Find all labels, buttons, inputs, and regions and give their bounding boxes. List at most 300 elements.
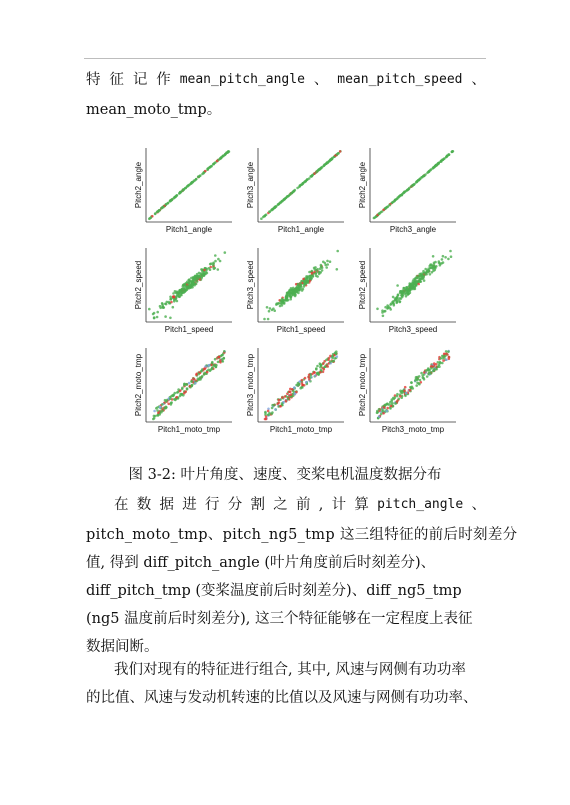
scatter-point bbox=[427, 271, 430, 274]
scatter-point bbox=[189, 284, 192, 287]
scatter-point bbox=[383, 406, 386, 409]
scatter-point bbox=[168, 302, 171, 305]
scatter-matrix-figure bbox=[130, 140, 470, 450]
scatter-point bbox=[399, 395, 402, 398]
scatter-point bbox=[440, 160, 443, 163]
scatter-point bbox=[292, 291, 295, 294]
scatter-point bbox=[435, 368, 438, 371]
scatter-point bbox=[196, 280, 199, 283]
scatter-point bbox=[442, 261, 445, 264]
scatter-point bbox=[406, 287, 409, 290]
scatter-point bbox=[398, 301, 401, 304]
scatter-point bbox=[199, 273, 202, 276]
scatter-point bbox=[430, 372, 433, 375]
scatter-point bbox=[314, 272, 317, 275]
scatter-point bbox=[381, 408, 384, 411]
scatter-point bbox=[439, 357, 442, 360]
paragraph1-word: 分 bbox=[227, 497, 243, 513]
scatter-point bbox=[439, 361, 442, 364]
scatter-point bbox=[172, 394, 175, 397]
scatter-point bbox=[412, 283, 415, 286]
scatter-point bbox=[334, 352, 337, 355]
scatter-point bbox=[178, 192, 181, 195]
scatter-point bbox=[415, 276, 418, 279]
scatter-point bbox=[181, 393, 184, 396]
scatter-point bbox=[391, 201, 394, 204]
scatter-point bbox=[406, 189, 409, 192]
scatter-point bbox=[287, 398, 290, 401]
scatter-point bbox=[403, 291, 406, 294]
scatter-point bbox=[278, 401, 281, 404]
scatter-point bbox=[441, 258, 444, 261]
scatter-point bbox=[325, 359, 328, 362]
scatter-point bbox=[217, 258, 220, 261]
scatter-point bbox=[285, 400, 288, 403]
scatter-point bbox=[316, 372, 319, 375]
scatter-panel bbox=[134, 348, 232, 434]
scatter-point bbox=[418, 382, 421, 385]
scatter-point bbox=[190, 384, 193, 387]
scatter-point bbox=[451, 151, 454, 154]
scatter-point bbox=[426, 375, 429, 378]
scatter-point bbox=[158, 209, 161, 212]
scatter-point bbox=[299, 184, 302, 187]
scatter-point bbox=[206, 371, 209, 374]
scatter-point bbox=[427, 368, 430, 371]
paragraph2-line-1: 我们对现有的特征进行组合, 其中, 风速与网侧有功功率 bbox=[114, 662, 466, 678]
scatter-point bbox=[378, 415, 381, 418]
scatter-point bbox=[318, 168, 321, 171]
scatter-point bbox=[396, 395, 399, 398]
scatter-point bbox=[331, 360, 334, 363]
scatter-point bbox=[311, 272, 314, 275]
scatter-point bbox=[318, 271, 321, 274]
scatter-point bbox=[217, 268, 220, 271]
scatter-point bbox=[161, 302, 164, 305]
scatter-point bbox=[329, 260, 332, 263]
paragraph1-word: 算 bbox=[354, 497, 369, 513]
scatter-point bbox=[278, 399, 281, 402]
scatter-point bbox=[185, 187, 188, 190]
y-axis-label: Pitch2_moto_tmp bbox=[358, 353, 367, 417]
scatter-point bbox=[268, 210, 271, 213]
paragraph1-word: 、 bbox=[471, 497, 486, 513]
scatter-point bbox=[153, 312, 156, 315]
scatter-point bbox=[410, 382, 413, 385]
scatter-point bbox=[400, 297, 403, 300]
paragraph1-line-6: 数据间断。 bbox=[86, 639, 159, 655]
scatter-point bbox=[174, 196, 177, 199]
scatter-point bbox=[199, 378, 202, 381]
y-axis-label: Pitch2_moto_tmp bbox=[134, 353, 143, 417]
scatter-point bbox=[211, 361, 214, 364]
scatter-point bbox=[325, 162, 328, 165]
scatter-point bbox=[444, 355, 447, 358]
scatter-point bbox=[223, 350, 226, 353]
scatter-point bbox=[263, 318, 266, 321]
scatter-point bbox=[164, 407, 167, 410]
scatter-point bbox=[391, 402, 394, 405]
intro-line-1 bbox=[86, 70, 486, 90]
scatter-point bbox=[213, 162, 216, 165]
scatter-point bbox=[392, 397, 395, 400]
scatter-point bbox=[329, 355, 332, 358]
scatter-point bbox=[422, 276, 425, 279]
scatter-point bbox=[294, 393, 297, 396]
paragraph1-line-1 bbox=[114, 495, 486, 515]
scatter-point bbox=[330, 158, 333, 161]
scatter-point bbox=[175, 396, 178, 399]
scatter-point bbox=[432, 255, 435, 258]
scatter-point bbox=[209, 268, 212, 271]
intro-word: 、 bbox=[313, 72, 329, 88]
scatter-point bbox=[204, 365, 207, 368]
scatter-point bbox=[324, 264, 327, 267]
scatter-point bbox=[436, 365, 439, 368]
scatter-point bbox=[289, 295, 292, 298]
scatter-point bbox=[195, 283, 198, 286]
scatter-point bbox=[429, 169, 432, 172]
scatter-point bbox=[422, 377, 425, 380]
scatter-point bbox=[447, 258, 450, 261]
scatter-point bbox=[301, 384, 304, 387]
scatter-point bbox=[439, 262, 442, 265]
scatter-point bbox=[376, 308, 379, 311]
scatter-point bbox=[400, 291, 403, 294]
paragraph1-word: 据 bbox=[159, 497, 174, 513]
scatter-point bbox=[417, 283, 420, 286]
scatter-point bbox=[423, 279, 426, 282]
scatter-point bbox=[260, 217, 263, 220]
scatter-point bbox=[183, 283, 186, 286]
scatter-point bbox=[448, 356, 451, 359]
scatter-point bbox=[264, 418, 267, 421]
scatter-point bbox=[420, 272, 423, 275]
scatter-point bbox=[415, 384, 418, 387]
scatter-point bbox=[383, 310, 386, 313]
scatter-point bbox=[301, 289, 304, 292]
scatter-point bbox=[201, 376, 204, 379]
scatter-point bbox=[282, 299, 285, 302]
scatter-point bbox=[265, 415, 268, 418]
scatter-point bbox=[205, 271, 208, 274]
scatter-point bbox=[382, 315, 385, 318]
scatter-point bbox=[437, 162, 440, 165]
scatter-point bbox=[217, 159, 220, 162]
scatter-point bbox=[162, 306, 165, 309]
scatter-point bbox=[284, 395, 287, 398]
scatter-point bbox=[386, 403, 389, 406]
intro-line-2: mean_moto_tmp。 bbox=[86, 102, 222, 118]
scatter-point bbox=[386, 407, 389, 410]
scatter-point bbox=[210, 262, 213, 265]
scatter-point bbox=[159, 406, 162, 409]
scatter-point bbox=[373, 216, 376, 219]
scatter-point bbox=[445, 358, 448, 361]
paragraph1-word: 前 bbox=[296, 497, 311, 513]
scatter-point bbox=[378, 213, 381, 216]
scatter-point bbox=[217, 356, 220, 359]
scatter-point bbox=[188, 183, 191, 186]
scatter-point bbox=[303, 285, 306, 288]
scatter-point bbox=[271, 411, 274, 414]
scatter-point bbox=[390, 405, 393, 408]
scatter-point bbox=[435, 164, 438, 167]
paragraph1-word: 割 bbox=[250, 497, 265, 513]
x-axis-label: Pitch3_angle bbox=[389, 225, 437, 234]
scatter-point bbox=[154, 213, 157, 216]
scatter-point bbox=[165, 400, 168, 403]
scatter-point bbox=[273, 404, 276, 407]
paragraph1-word: 进 bbox=[182, 497, 197, 513]
scatter-point bbox=[299, 282, 302, 285]
scatter-point bbox=[313, 371, 316, 374]
scatter-point bbox=[404, 386, 407, 389]
scatter-point bbox=[444, 256, 447, 259]
scatter-point bbox=[398, 398, 401, 401]
scatter-point bbox=[271, 407, 274, 410]
scatter-point bbox=[384, 404, 387, 407]
scatter-point bbox=[270, 209, 273, 212]
scatter-point bbox=[210, 165, 213, 168]
scatter-point bbox=[191, 280, 194, 283]
scatter-point bbox=[268, 310, 271, 313]
scatter-point bbox=[382, 412, 385, 415]
scatter-panel bbox=[246, 348, 344, 434]
scatter-point bbox=[414, 280, 417, 283]
x-axis-label: Pitch1_angle bbox=[165, 225, 213, 234]
scatter-point bbox=[445, 350, 448, 353]
scatter-point bbox=[153, 316, 156, 319]
scatter-point bbox=[432, 369, 435, 372]
scatter-point bbox=[290, 393, 293, 396]
scatter-point bbox=[303, 181, 306, 184]
scatter-point bbox=[169, 317, 172, 320]
y-axis-label: Pitch2_angle bbox=[358, 161, 367, 209]
scatter-point bbox=[169, 298, 172, 301]
scatter-point bbox=[308, 177, 311, 180]
scatter-point bbox=[162, 206, 165, 209]
scatter-point bbox=[336, 250, 339, 253]
scatter-point bbox=[200, 268, 203, 271]
paragraph1-word: 计 bbox=[331, 497, 347, 513]
intro-word: 、 bbox=[471, 72, 486, 88]
scatter-panel bbox=[134, 248, 232, 334]
scatter-point bbox=[296, 187, 299, 190]
scatter-point bbox=[214, 260, 217, 263]
scatter-point bbox=[324, 365, 327, 368]
paragraph1-word: 之 bbox=[273, 497, 288, 513]
scatter-point bbox=[409, 389, 412, 392]
scatter-point bbox=[222, 155, 225, 158]
scatter-point bbox=[406, 291, 409, 294]
y-axis-label: Pitch3_angle bbox=[246, 161, 255, 209]
scatter-point bbox=[419, 379, 422, 382]
scatter-point bbox=[224, 251, 227, 254]
scatter-point bbox=[298, 285, 301, 288]
scatter-point bbox=[424, 268, 427, 271]
scatter-point bbox=[293, 387, 296, 390]
scatter-point bbox=[387, 305, 390, 308]
scatter-point bbox=[267, 410, 270, 413]
scatter-point bbox=[192, 277, 195, 280]
scatter-point bbox=[289, 193, 292, 196]
scatter-point bbox=[308, 271, 311, 274]
scatter-point bbox=[227, 151, 230, 154]
scatter-point bbox=[334, 154, 337, 157]
scatter-point bbox=[275, 303, 278, 306]
scatter-point bbox=[170, 395, 173, 398]
scatter-point bbox=[285, 296, 288, 299]
scatter-point bbox=[224, 153, 227, 156]
y-axis-label: Pitch2_speed bbox=[358, 260, 367, 310]
scatter-point bbox=[420, 372, 423, 375]
scatter-point bbox=[154, 415, 157, 418]
scatter-point bbox=[283, 198, 286, 201]
scatter-point bbox=[447, 350, 450, 353]
scatter-point bbox=[170, 402, 173, 405]
scatter-point bbox=[394, 199, 397, 202]
scatter-point bbox=[396, 284, 399, 287]
scatter-point bbox=[274, 408, 277, 411]
intro-word: mean_pitch_angle bbox=[179, 72, 305, 87]
scatter-point bbox=[319, 363, 322, 366]
scatter-point bbox=[417, 179, 420, 182]
scatter-point bbox=[169, 397, 172, 400]
x-axis-label: Pitch1_speed bbox=[164, 325, 214, 334]
scatter-point bbox=[306, 277, 309, 280]
scatter-point bbox=[427, 373, 430, 376]
scatter-point bbox=[410, 185, 413, 188]
paragraph1-word: 数 bbox=[136, 497, 152, 513]
scatter-point bbox=[178, 295, 181, 298]
scatter-point bbox=[197, 377, 200, 380]
scatter-point bbox=[392, 303, 395, 306]
scatter-point bbox=[336, 355, 339, 358]
scatter-point bbox=[172, 295, 175, 298]
scatter-point bbox=[156, 406, 159, 409]
intro-word: 记 bbox=[132, 72, 148, 88]
paragraph1-line-5: (ng5 温度前后时刻差分), 这三个特征能够在一定程度上表征 bbox=[86, 611, 473, 627]
scatter-panel bbox=[246, 248, 344, 334]
scatter-point bbox=[304, 283, 307, 286]
scatter-point bbox=[323, 368, 326, 371]
x-axis-label: Pitch3_moto_tmp bbox=[381, 425, 445, 434]
intro-word: mean_pitch_speed bbox=[337, 72, 463, 87]
scatter-point bbox=[450, 255, 453, 258]
scatter-panel bbox=[358, 148, 456, 234]
scatter-point bbox=[422, 270, 425, 273]
scatter-point bbox=[164, 303, 167, 306]
scatter-point bbox=[201, 368, 204, 371]
scatter-point bbox=[423, 371, 426, 374]
y-axis-label: Pitch2_angle bbox=[134, 161, 143, 209]
y-axis-label: Pitch3_moto_tmp bbox=[246, 353, 255, 417]
scatter-point bbox=[289, 391, 292, 394]
scatter-point bbox=[307, 376, 310, 379]
scatter-point bbox=[443, 157, 446, 160]
scatter-point bbox=[382, 209, 385, 212]
scatter-point bbox=[429, 273, 432, 276]
x-axis-label: Pitch1_speed bbox=[276, 325, 326, 334]
scatter-point bbox=[186, 287, 189, 290]
scatter-point bbox=[403, 191, 406, 194]
scatter-point bbox=[431, 265, 434, 268]
scatter-point bbox=[388, 204, 391, 207]
scatter-point bbox=[411, 285, 414, 288]
scatter-point bbox=[297, 292, 300, 295]
x-axis-label: Pitch1_moto_tmp bbox=[269, 425, 333, 434]
scatter-point bbox=[420, 280, 423, 283]
scatter-point bbox=[411, 386, 414, 389]
scatter-point bbox=[287, 299, 290, 302]
scatter-point bbox=[213, 268, 216, 271]
scatter-point bbox=[278, 202, 281, 205]
scatter-point bbox=[178, 289, 181, 292]
scatter-point bbox=[221, 358, 224, 361]
scatter-point bbox=[415, 378, 418, 381]
scatter-point bbox=[406, 293, 409, 296]
scatter-point bbox=[441, 355, 444, 358]
scatter-point bbox=[161, 403, 164, 406]
scatter-point bbox=[386, 410, 389, 413]
scatter-point bbox=[403, 390, 406, 393]
scatter-point bbox=[449, 250, 452, 253]
scatter-panel bbox=[246, 148, 344, 234]
scatter-point bbox=[195, 373, 198, 376]
scatter-point bbox=[316, 268, 319, 271]
scatter-point bbox=[314, 374, 317, 377]
scatter-point bbox=[442, 359, 445, 362]
scatter-point bbox=[186, 383, 189, 386]
scatter-point bbox=[172, 292, 175, 295]
scatter-point bbox=[304, 279, 307, 282]
scatter-point bbox=[297, 384, 300, 387]
scatter-point bbox=[385, 206, 388, 209]
scatter-panel bbox=[134, 148, 232, 234]
scatter-point bbox=[314, 268, 317, 271]
paragraph1-line-4: diff_pitch_tmp (变桨温度前后时刻差分)、diff_ng5_tmp bbox=[86, 583, 462, 599]
scatter-point bbox=[175, 292, 178, 295]
scatter-point bbox=[197, 373, 200, 376]
scatter-point bbox=[311, 174, 314, 177]
scatter-point bbox=[184, 390, 187, 393]
scatter-point bbox=[281, 396, 284, 399]
scatter-point bbox=[212, 262, 215, 265]
scatter-point bbox=[401, 392, 404, 395]
scatter-point bbox=[210, 368, 213, 371]
scatter-point bbox=[320, 264, 323, 267]
scatter-point bbox=[188, 282, 191, 285]
scatter-point bbox=[336, 268, 339, 271]
scatter-point bbox=[161, 409, 164, 412]
scatter-point bbox=[405, 392, 408, 395]
scatter-point bbox=[204, 368, 207, 371]
scatter-point bbox=[316, 365, 319, 368]
scatter-point bbox=[339, 150, 342, 153]
scatter-point bbox=[429, 263, 432, 266]
scatter-point bbox=[285, 299, 288, 302]
scatter-panel bbox=[358, 348, 456, 434]
scatter-point bbox=[266, 306, 269, 309]
scatter-point bbox=[197, 277, 200, 280]
scatter-point bbox=[194, 275, 197, 278]
scatter-point bbox=[267, 318, 270, 321]
scatter-point bbox=[314, 266, 317, 269]
scatter-point bbox=[325, 266, 328, 269]
x-axis-label: Pitch3_speed bbox=[388, 325, 438, 334]
scatter-point bbox=[204, 170, 207, 173]
